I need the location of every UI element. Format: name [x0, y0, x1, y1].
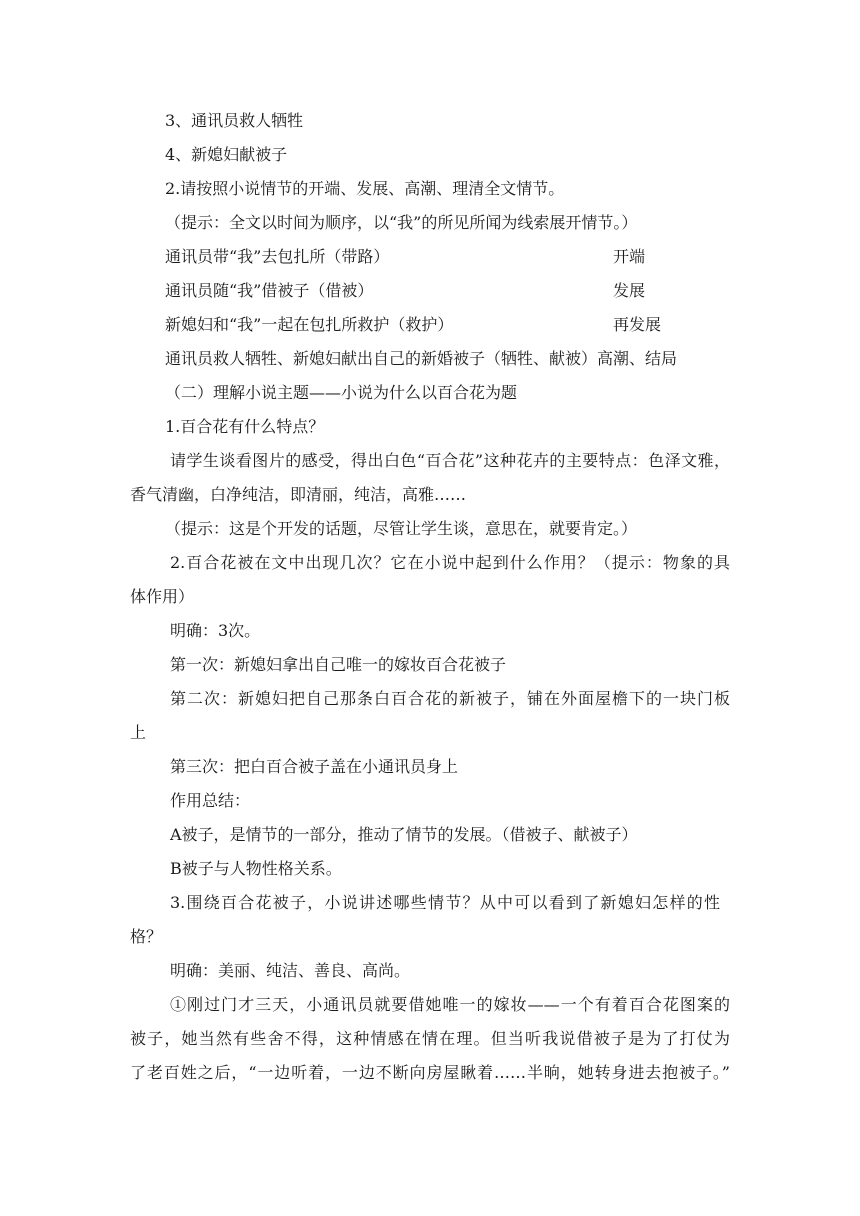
occurrence-third: 第三次：把白百合被子盖在小通讯员身上	[170, 757, 459, 776]
plot-event: 新媳妇和“我”一起在包扎所救护（救护）	[165, 315, 454, 334]
question-lily-appearances: 2.百合花被在文中出现几次？它在小说中起到什么作用？（提示：物象的具	[170, 553, 730, 572]
plot-row	[165, 247, 685, 267]
hint-plot: （提示：全文以时间为顺序，以“我”的所见所闻为线索展开情节。）	[165, 213, 638, 232]
plot-stage: 再发展	[613, 315, 662, 334]
question-plot: 2.请按照小说情节的开端、发展、高潮、理清全文情节。	[165, 179, 565, 198]
paragraph-line: 被子，她当然有些舍不得，这种情感在情在理。但当听我说借被子是为了打仗为	[130, 1029, 730, 1048]
paragraph-line: 了老百姓之后，“一边听着，一边不断向房屋瞅着……半晌，她转身进去抱被子。”	[130, 1063, 730, 1082]
plot-stage: 发展	[613, 281, 646, 300]
answer-line: 明确：美丽、纯洁、善良、高尚。	[170, 961, 411, 980]
paragraph-line: 格？	[130, 927, 163, 946]
function-summary-heading: 作用总结：	[170, 791, 251, 810]
question-lily-traits: 1.百合花有什么特点？	[165, 417, 325, 436]
plot-row	[165, 315, 685, 335]
plot-stage: 开端	[613, 247, 646, 266]
paragraph-line: 香气清幽，白净纯洁，即清丽，纯洁，高雅……	[130, 485, 467, 504]
answer-line: 明确：3次。	[170, 621, 261, 640]
paragraph-line: 体作用）	[130, 587, 195, 606]
occurrence-second: 第二次：新媳妇把自己那条白百合花的新被子，铺在外面屋檐下的一块门板	[170, 689, 730, 708]
question-plot-character: 3.围绕百合花被子，小说讲述哪些情节？从中可以看到了新媳妇怎样的性	[170, 893, 720, 912]
paragraph-line: 请学生谈看图片的感受，得出白色“百合花”这种花卉的主要特点：色泽文雅，	[170, 451, 730, 470]
outline-item-3: 3、通讯员救人牺牲	[165, 111, 304, 130]
plot-event: 通讯员随“我”借被子（借被）	[165, 281, 374, 300]
function-point-b: B被子与人物性格关系。	[170, 859, 342, 878]
occurrence-first: 第一次：新媳妇拿出自己唯一的嫁妆百合花被子	[170, 655, 507, 674]
paragraph-line: ①刚过门才三天，小通讯员就要借她唯一的嫁妆——一个有着百合花图案的	[170, 995, 730, 1014]
plot-row	[165, 281, 685, 301]
function-point-a: A被子，是情节的一部分，推动了情节的发展。（借被子、献被子）	[170, 825, 638, 844]
plot-event: 通讯员带“我”去包扎所（带路）	[165, 247, 390, 266]
hint-open-topic: （提示：这是个开发的话题，尽管让学生谈，意思在，就要肯定。）	[165, 519, 638, 538]
section-heading-theme: （二）理解小说主题——小说为什么以百合花为题	[165, 383, 518, 402]
plot-climax-line: 通讯员救人牺牲、新媳妇献出自己的新婚被子（牺牲、献被）高潮、结局	[165, 349, 678, 368]
paragraph-line: 上	[130, 723, 147, 742]
outline-item-4: 4、新媳妇献被子	[165, 145, 288, 164]
